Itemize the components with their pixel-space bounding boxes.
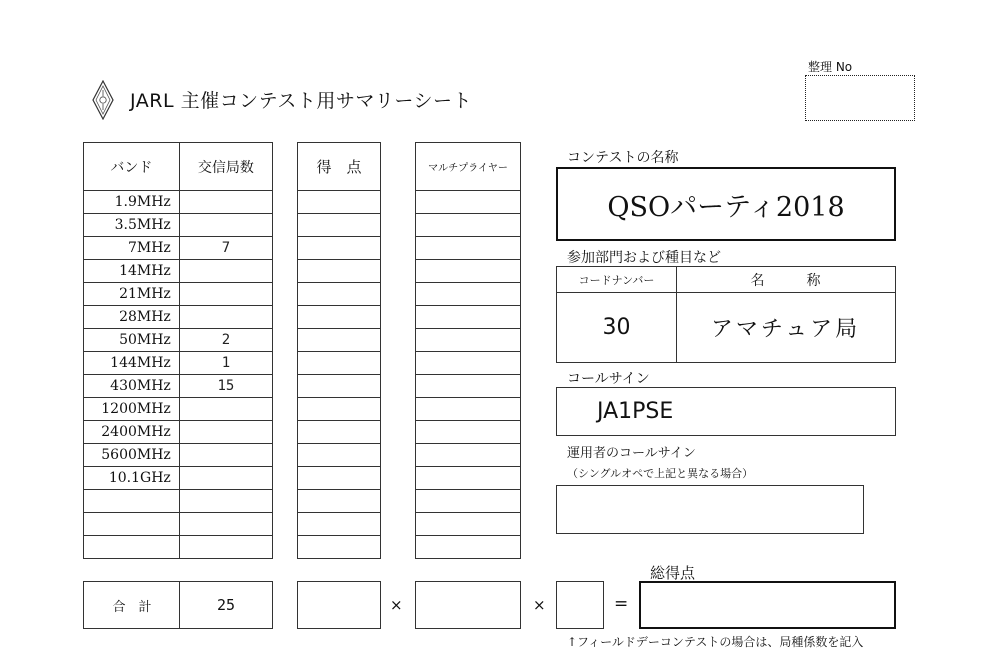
score-row (298, 237, 381, 260)
band-label: 28MHz (84, 306, 180, 329)
score-field[interactable] (298, 467, 381, 490)
qso-count-field[interactable]: 7 (179, 237, 272, 260)
multiplier-row (416, 467, 521, 490)
band-row (84, 191, 273, 214)
multiplier-column-header: マルチプライヤー (416, 143, 521, 191)
multiplier-row (416, 260, 521, 283)
band-row (84, 375, 273, 398)
band-label: 2400MHz (84, 421, 180, 444)
total-label-cell (83, 581, 180, 629)
band-row (84, 536, 273, 559)
total-count: 25 (216, 596, 236, 614)
multiplier-field[interactable] (416, 490, 521, 513)
band-row (84, 490, 273, 513)
band-label (84, 513, 180, 536)
qso-count-field[interactable] (179, 444, 272, 467)
band-row (84, 329, 273, 352)
band-row (84, 260, 273, 283)
band-label: 50MHz (84, 329, 180, 352)
multiplier-row (416, 191, 521, 214)
jarl-logo-icon (92, 80, 114, 120)
multiplier-field[interactable] (416, 536, 521, 559)
band-label: 430MHz (84, 375, 180, 398)
score-total-cell[interactable] (297, 581, 381, 629)
qso-count-field[interactable]: 1 (179, 352, 272, 375)
total-footnote: ↑フィールドデーコンテストの場合は、局種係数を記入 (567, 635, 864, 649)
category-name-field[interactable] (676, 292, 895, 362)
multiplier-row (416, 214, 521, 237)
multiplier-field[interactable] (416, 191, 521, 214)
band-row (84, 214, 273, 237)
operator-callsign-note: （シングルオペで上記と異なる場合） (567, 467, 754, 480)
score-field[interactable] (298, 375, 381, 398)
score-row (298, 467, 381, 490)
band-row (84, 237, 273, 260)
score-row (298, 191, 381, 214)
category-name-header: 名 称 (750, 272, 821, 289)
multiplier-row (416, 237, 521, 260)
score-field[interactable] (298, 490, 381, 513)
qso-count-field[interactable] (179, 490, 272, 513)
qso-count-field[interactable] (179, 260, 272, 283)
total-label: 合 計 (112, 599, 152, 615)
multiplier-field[interactable] (416, 398, 521, 421)
contest-name-field[interactable] (556, 167, 896, 241)
band-label: 1.9MHz (84, 191, 180, 214)
multiplier-field[interactable] (416, 513, 521, 536)
count-column-header: 交信局数 (179, 143, 272, 191)
multiplier-field[interactable] (416, 467, 521, 490)
score-row (298, 260, 381, 283)
multiplier-row (416, 513, 521, 536)
total-score-label: 総得点 (650, 564, 696, 582)
multiplier-row (416, 283, 521, 306)
band-label: 144MHz (84, 352, 180, 375)
qso-count-field[interactable] (179, 513, 272, 536)
qso-count-field[interactable] (179, 467, 272, 490)
band-label: 14MHz (84, 260, 180, 283)
seiri-no-field[interactable] (805, 75, 915, 121)
multiply-sign-1: × (390, 596, 403, 614)
category-name-header-cell (676, 267, 895, 293)
code-number-field[interactable] (557, 292, 677, 362)
operator-callsign-field[interactable] (556, 485, 864, 534)
qso-count-field[interactable] (179, 536, 272, 559)
band-label: 5600MHz (84, 444, 180, 467)
multiplier-row (416, 444, 521, 467)
band-row (84, 283, 273, 306)
band-row (84, 421, 273, 444)
band-label: 1200MHz (84, 398, 180, 421)
category-box (556, 266, 896, 363)
qso-count-field[interactable] (179, 283, 272, 306)
qso-count-field[interactable] (179, 214, 272, 237)
code-number-header: コードナンバー (578, 273, 655, 287)
score-field[interactable] (298, 513, 381, 536)
score-row (298, 329, 381, 352)
code-number-header-cell (557, 267, 677, 293)
multiplier-field[interactable] (416, 283, 521, 306)
multiplier-field[interactable] (416, 352, 521, 375)
callsign-value: JA1PSE (597, 399, 674, 424)
multiplier-table (415, 142, 521, 559)
operator-callsign-label: 運用者のコールサイン (567, 446, 696, 461)
band-table (83, 142, 273, 559)
category-label: 参加部門および種目など (567, 250, 721, 266)
score-row (298, 283, 381, 306)
callsign-label: コールサイン (567, 371, 650, 387)
band-row (84, 444, 273, 467)
qso-count-field[interactable] (179, 306, 272, 329)
score-field[interactable] (298, 352, 381, 375)
callsign-field[interactable] (556, 387, 896, 436)
contest-name-value: QSOパーティ2018 (607, 191, 845, 223)
total-count-cell[interactable] (179, 581, 273, 629)
score-field[interactable] (298, 306, 381, 329)
qso-count-field[interactable]: 15 (179, 375, 272, 398)
multiplier-field[interactable] (416, 421, 521, 444)
band-row (84, 398, 273, 421)
band-label (84, 536, 180, 559)
multiplier-row (416, 536, 521, 559)
score-field[interactable] (298, 329, 381, 352)
multiplier-field[interactable] (416, 306, 521, 329)
qso-count-field[interactable] (179, 191, 272, 214)
qso-count-field[interactable] (179, 398, 272, 421)
score-field[interactable] (298, 398, 381, 421)
multiplier-row (416, 490, 521, 513)
multiplier-field[interactable] (416, 237, 521, 260)
category-name-value: アマチュア局 (710, 316, 861, 342)
multiplier-row (416, 352, 521, 375)
band-label: 3.5MHz (84, 214, 180, 237)
multiplier-field[interactable] (416, 375, 521, 398)
contest-name-label: コンテストの名称 (567, 150, 679, 166)
score-field[interactable] (298, 214, 381, 237)
seiri-no-label: 整理 No (808, 60, 853, 74)
band-label: 21MHz (84, 283, 180, 306)
multiplier-field[interactable] (416, 444, 521, 467)
score-table (297, 142, 381, 559)
multiplier-field[interactable] (416, 329, 521, 352)
score-row (298, 421, 381, 444)
score-row (298, 536, 381, 559)
score-field[interactable] (298, 260, 381, 283)
score-row (298, 513, 381, 536)
qso-count-field[interactable] (179, 421, 272, 444)
multiplier-total-cell[interactable] (415, 581, 521, 629)
multiplier-row (416, 398, 521, 421)
band-row (84, 352, 273, 375)
score-field[interactable] (298, 237, 381, 260)
qso-count-field[interactable]: 2 (179, 329, 272, 352)
page-title: JARL 主催コンテスト用サマリーシート (130, 90, 472, 112)
multiplier-row (416, 421, 521, 444)
score-field[interactable] (298, 421, 381, 444)
band-label (84, 490, 180, 513)
multiplier-row (416, 306, 521, 329)
multiplier-row (416, 329, 521, 352)
multiplier-field[interactable] (416, 214, 521, 237)
band-row (84, 467, 273, 490)
code-number-value: 30 (602, 314, 631, 340)
score-row (298, 375, 381, 398)
band-row (84, 306, 273, 329)
score-field[interactable] (298, 283, 381, 306)
band-label: 10.1GHz (84, 467, 180, 490)
multiplier-row (416, 375, 521, 398)
score-row (298, 214, 381, 237)
coefficient-field[interactable] (556, 581, 604, 629)
score-row (298, 352, 381, 375)
score-field[interactable] (298, 191, 381, 214)
score-row (298, 398, 381, 421)
score-row (298, 490, 381, 513)
equals-sign: = (614, 594, 629, 614)
score-field[interactable] (298, 536, 381, 559)
multiplier-field[interactable] (416, 260, 521, 283)
band-label: 7MHz (84, 237, 180, 260)
score-column-header: 得 点 (298, 143, 381, 191)
band-row (84, 513, 273, 536)
multiply-sign-2: × (533, 596, 546, 614)
score-row (298, 306, 381, 329)
band-column-header: バンド (84, 143, 180, 191)
score-row (298, 444, 381, 467)
total-score-field[interactable] (639, 581, 896, 629)
score-field[interactable] (298, 444, 381, 467)
